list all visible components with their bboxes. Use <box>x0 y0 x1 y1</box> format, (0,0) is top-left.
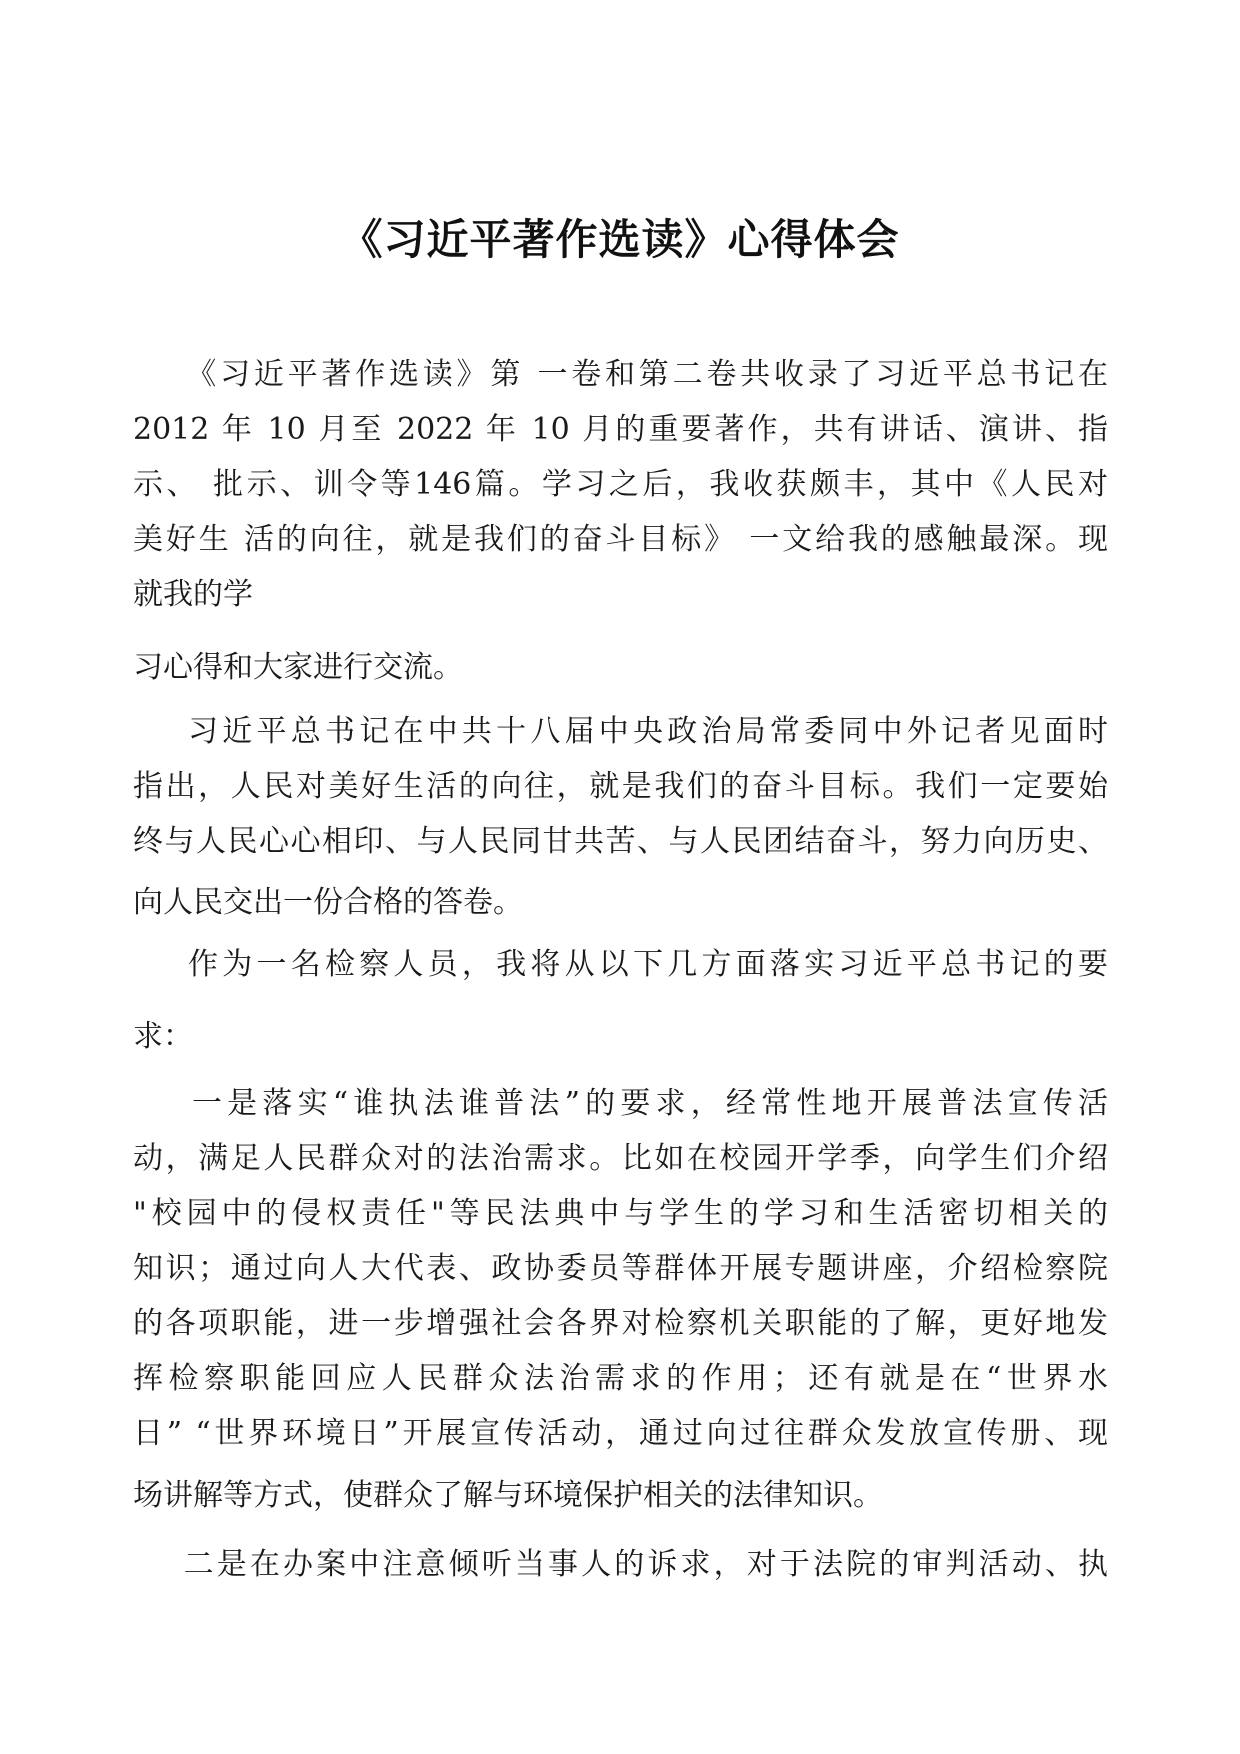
body-line: 指出，人民对美好生活的向往，就是我们的奋斗目标。我们一定要始 <box>133 769 1108 804</box>
body-line: 挥检察职能回应人民群众法治需求的作用；还有就是在“世界水 <box>133 1361 1108 1396</box>
body-line: 习心得和大家进行交流。 <box>133 650 463 685</box>
body-line: 动，满足人民群众对的法治需求。比如在校园开学季，向学生们介绍 <box>133 1141 1108 1176</box>
page-title: 《习近平著作选读》心得体会 <box>340 215 900 264</box>
body-line: 场讲解等方式，使群众了解与环境保护相关的法律知识。 <box>133 1478 883 1513</box>
body-line: 知识；通过向人大代表、政协委员等群体开展专题讲座，介绍检察院 <box>133 1251 1108 1286</box>
body-line: 向人民交出一份合格的答卷。 <box>133 885 523 920</box>
body-line: 2012 年 10 月至 2022 年 10 月的重要著作，共有讲话、演讲、指 <box>133 412 1108 447</box>
body-line: 作为一名检察人员，我将从以下几方面落实习近平总书记的要 <box>133 947 1108 982</box>
body-line: "校园中的侵权责任"等民法典中与学生的学习和生活密切相关的 <box>133 1196 1108 1231</box>
body-line: 习近平总书记在中共十八届中央政治局常委同中外记者见面时 <box>133 714 1108 749</box>
body-line: 一是落实“谁执法谁普法”的要求，经常性地开展普法宣传活 <box>133 1086 1108 1121</box>
body-line: 二是在办案中注意倾听当事人的诉求，对于法院的审判活动、执 <box>133 1547 1108 1582</box>
body-line: 的各项职能，进一步增强社会各界对检察机关职能的了解，更好地发 <box>133 1306 1108 1341</box>
body-line: 日” “世界环境日”开展宣传活动，通过向过往群众发放宣传册、现 <box>133 1416 1108 1451</box>
body-line: 就我的学 <box>133 577 253 612</box>
body-line: 《习近平著作选读》第 一卷和第二卷共收录了习近平总书记在 <box>133 357 1108 392</box>
body-line: 求： <box>133 1019 193 1054</box>
body-line: 美好生 活的向往，就是我们的奋斗目标》 一文给我的感触最深。现 <box>133 522 1108 557</box>
body-line: 终与人民心心相印、与人民同甘共苦、与人民团结奋斗，努力向历史、 <box>133 824 1108 859</box>
body-line: 示、 批示、训令等146篇。学习之后，我收获颇丰，其中《人民对 <box>133 467 1108 502</box>
